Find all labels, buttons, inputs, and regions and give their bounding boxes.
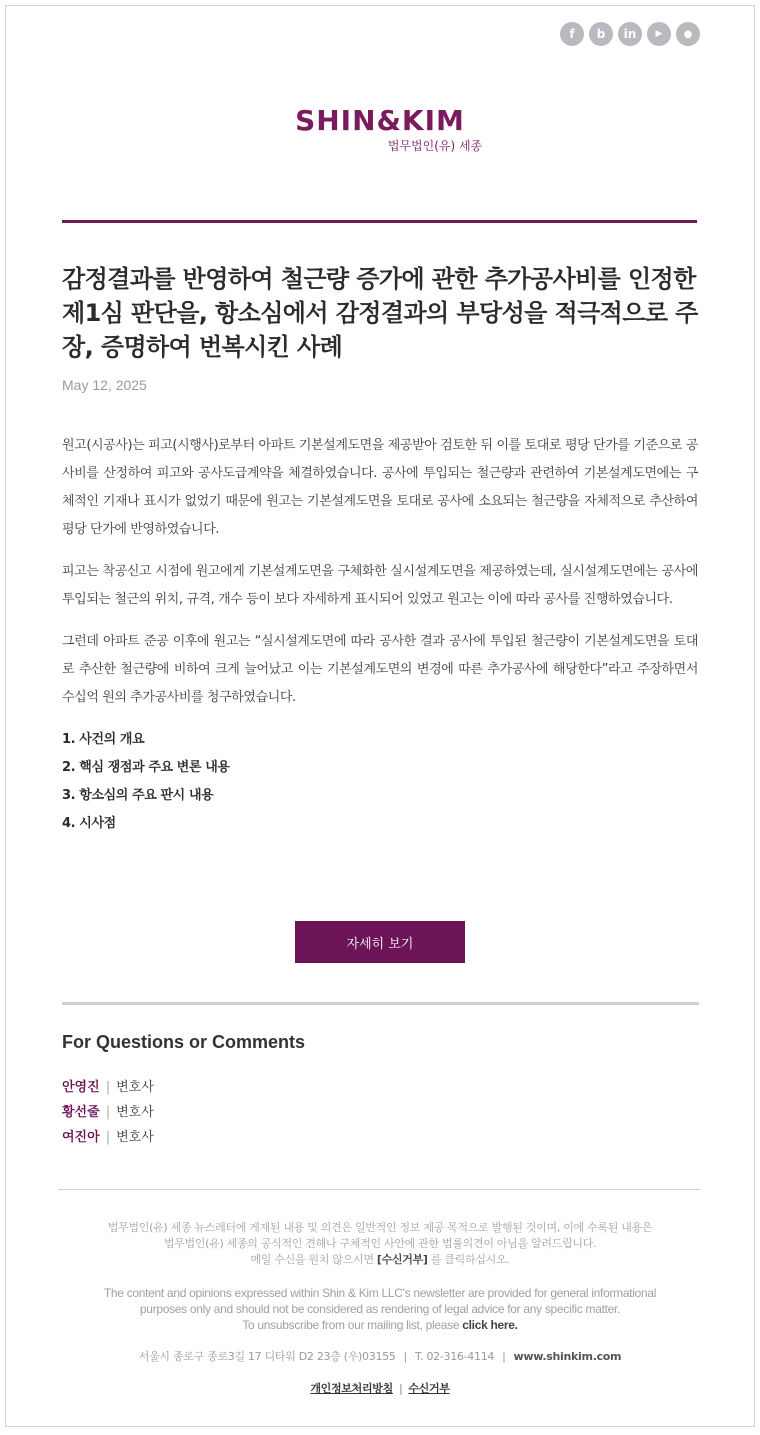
article-date: May 12, 2025 (62, 377, 147, 393)
footer-links: 개인정보처리방침 | 수신거부 (310, 1382, 450, 1395)
paragraph: 그런데 아파트 준공 이후에 원고는 “실시설계도면에 따라 공사한 결과 공사에 투입된 철근량이 기본설계도면을 토대로 추산한 철근량에 비하여 크게 늘어났고 이는 기본설계도면의 변경에 따른 추가공사에 해당한다”라고 주장하면서 수십억 원의 추가공사비를 청구하였습니다. (62, 634, 698, 705)
toc-item: 3. 항소심의 주요 판시 내용 (62, 788, 214, 803)
unsubscribe-link[interactable]: 수신거부 (408, 1382, 450, 1395)
article-body (62, 432, 698, 838)
paragraph: 피고는 착공신고 시점에 원고에게 기본설계도면을 구체화한 실시설계도면을 제공하였는데, 실시설계도면에는 공사에 투입되는 철근의 위치, 규격, 개수 등이 보다 자세하게 표시되어 있었고 원고는 이에 따라 공사를 진행하였습니다. (62, 564, 698, 607)
disclaimer-text: To unsubscribe from our mailing list, please (242, 1318, 460, 1332)
toc-item: 1. 사건의 개요 (62, 732, 145, 747)
youtube-icon[interactable]: ▶ (647, 22, 671, 46)
contact-role: 변호사 (116, 1130, 154, 1145)
footer-address: 서울시 종로구 종로3길 17 디타워 D2 23층 (우)03155 | T. 02-316-4114 | www.shinkim.com (138, 1350, 622, 1363)
section-divider (62, 1002, 699, 1005)
address-text: 서울시 종로구 종로3길 17 디타워 D2 23층 (우)03155 (138, 1350, 396, 1363)
disclaimer-line: purposes only and should not be considered as rendering of legal advice for any specific matter. (139, 1302, 621, 1316)
unsubscribe-link-en[interactable]: click here. (462, 1318, 518, 1332)
disclaimer-line: 법무법인(유) 세종 뉴스레터에 게재된 내용 및 의견은 일반적인 정보 제공 목적으로 발행된 것이며, 이에 수록된 내용은 (107, 1221, 653, 1234)
disclaimer-english (40, 1285, 720, 1333)
toc-item: 4. 시사점 (62, 816, 116, 831)
contact-item: 여진아 | 변호사 (62, 1130, 154, 1145)
disclaimer-line (40, 1252, 720, 1268)
contact-name[interactable]: 황선줄 (62, 1105, 100, 1120)
unsubscribe-link-ko[interactable]: [수신거부] (376, 1253, 428, 1266)
questions-heading: For Questions or Comments (62, 1032, 306, 1052)
contact-list (62, 1075, 154, 1150)
privacy-policy-link[interactable]: 개인정보처리방침 (310, 1382, 393, 1395)
disclaimer-text: 메일 수신을 원치 않으시면 (250, 1253, 374, 1266)
logo-subtitle: 법무법인(유) 세종 (387, 139, 483, 153)
website-link[interactable]: www.shinkim.com (513, 1350, 622, 1363)
kakao-icon[interactable]: ● (676, 22, 700, 46)
disclaimer-line (40, 1317, 720, 1333)
blog-icon[interactable]: b (589, 22, 613, 46)
article-title: 감정결과를 반영하여 철근량 증가에 관한 추가공사비를 인정한 제1심 판단을, 항소심에서 감정결과의 부당성을 적극적으로 주장, 증명하여 번복시킨 사례 (62, 265, 698, 361)
contact-role: 변호사 (116, 1080, 154, 1095)
read-more-button[interactable]: 자세히 보기 (295, 921, 465, 963)
logo-brand: SHIN&KIM (295, 104, 465, 137)
disclaimer-line: The content and opinions expressed within Shin & Kim LLC's newsletter are provided for general informational (103, 1286, 657, 1300)
contact-item: 황선줄 | 변호사 (62, 1105, 154, 1120)
disclaimer-korean (40, 1220, 720, 1268)
table-of-contents (62, 726, 698, 838)
header-divider (62, 220, 697, 223)
social-links (560, 22, 700, 46)
phone-text: T. 02-316-4114 (414, 1350, 495, 1363)
paragraph: 원고(시공사)는 피고(시행사)로부터 아파트 기본설계도면을 제공받아 검토한 뒤 이를 토대로 평당 단가를 기준으로 공사비를 산정하여 피고와 공사도급계약을 체결하였습니다. 공사에 투입되는 철근량과 관련하여 기본설계도면에는 구체적인 기재나 표시가 없었기 때문에 원고는 기본설계도면을 토대로 공사에 소요되는 철근량을 자체적으로 추산하여 평당 단가에 반영하였습니다. (62, 438, 699, 537)
disclaimer-line: 법무법인(유) 세종의 공식적인 견해나 구체적인 사안에 관한 법률의견이 아님을 알려드립니다. (163, 1237, 597, 1250)
footer-divider (58, 1189, 701, 1190)
toc-item: 2. 핵심 쟁점과 주요 변론 내용 (62, 760, 230, 775)
contact-name[interactable]: 안영진 (62, 1080, 100, 1095)
contact-item: 안영진 | 변호사 (62, 1080, 154, 1095)
linkedin-icon[interactable]: in (618, 22, 642, 46)
facebook-icon[interactable]: f (560, 22, 584, 46)
logo[interactable] (0, 104, 760, 154)
contact-name[interactable]: 여진아 (62, 1130, 100, 1145)
contact-role: 변호사 (116, 1105, 154, 1120)
disclaimer-text: 를 클릭하십시오. (430, 1253, 510, 1266)
